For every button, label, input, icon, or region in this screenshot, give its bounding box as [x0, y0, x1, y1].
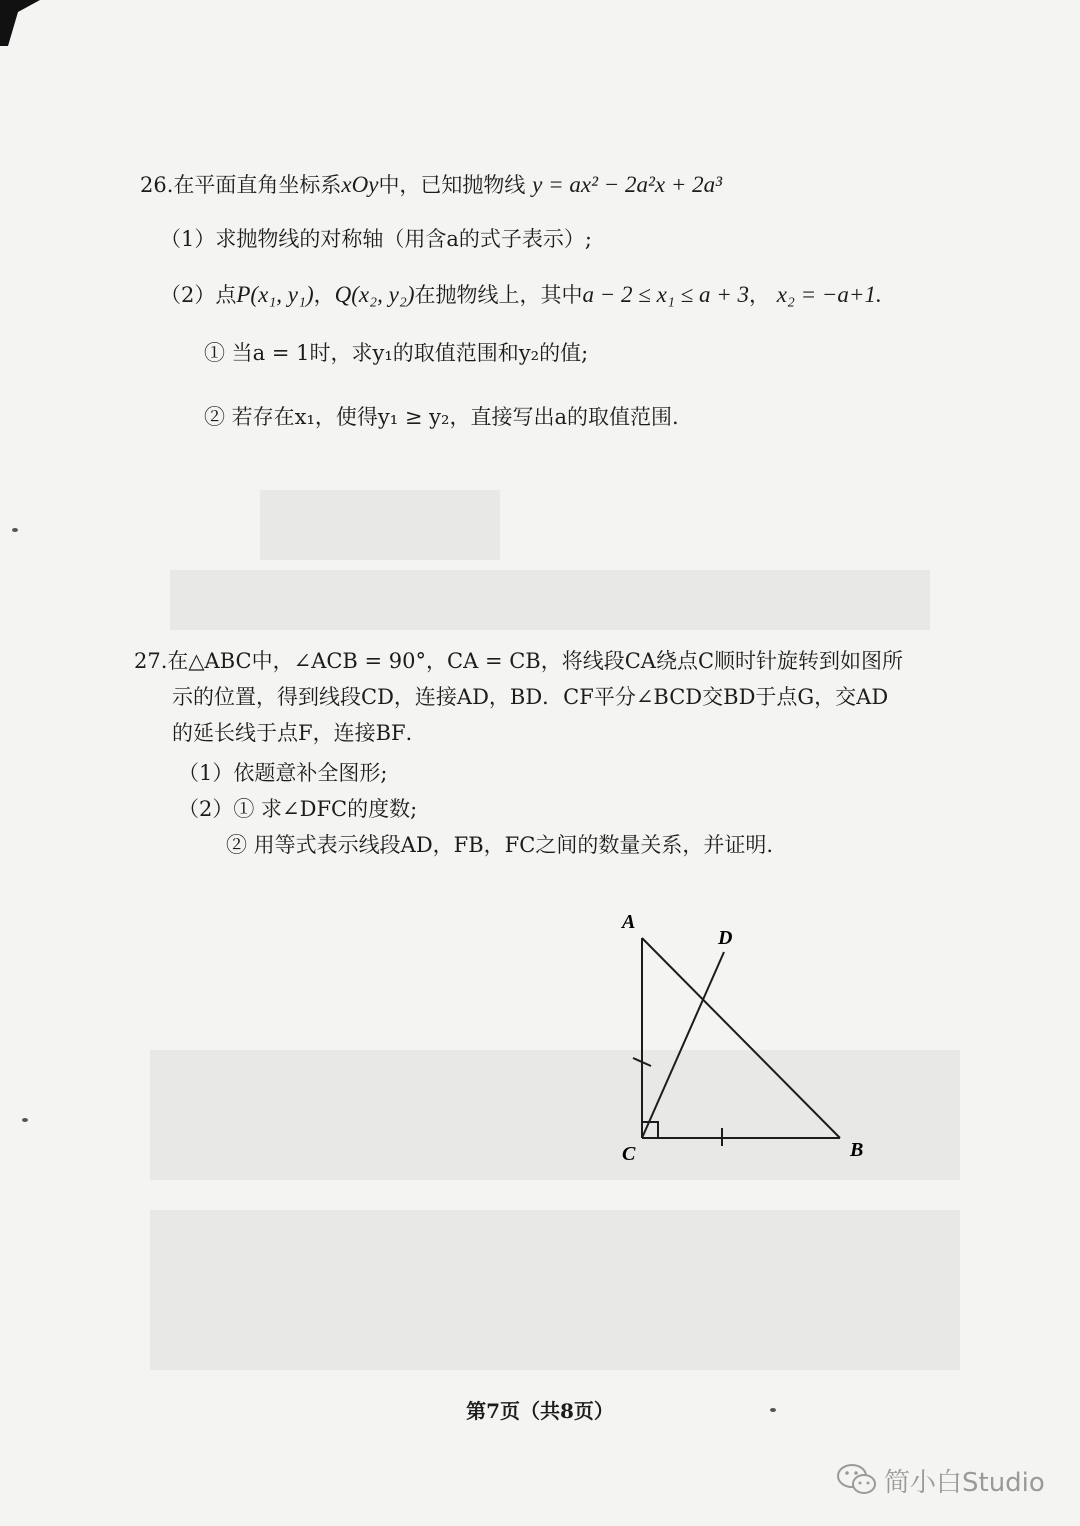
wechat-icon: [836, 1462, 878, 1498]
bleed-through-4: [150, 1210, 960, 1370]
q26-prefix: 26.在平面直角坐标系: [140, 173, 342, 197]
triangle-figure: [590, 900, 890, 1180]
q27-line2: 示的位置，得到线段CD，连接AD，BD．CF平分∠BCD交BD于点G，交AD: [172, 685, 889, 709]
right-angle-mark: [642, 1122, 658, 1138]
stray-mark-1: [12, 528, 18, 532]
label-c: C: [622, 1143, 636, 1165]
segment-ab: [642, 938, 840, 1138]
label-a: A: [622, 911, 636, 933]
q26-sub2: ② 若存在x₁，使得y₁ ≥ y₂，直接写出a的取值范围.: [204, 405, 679, 429]
q27-line3: 的延长线于点F，连接BF．: [172, 721, 427, 745]
q27-part2-sub2: ② 用等式表示线段AD，FB，FC之间的数量关系，并证明.: [226, 833, 773, 857]
q27-part1: （1）依题意补全图形;: [178, 761, 388, 785]
label-d: D: [718, 927, 733, 949]
q26-parabola: y = ax² − 2a²x + 2a³: [532, 172, 722, 197]
stray-mark-2: [22, 1118, 28, 1122]
q26-line1: [140, 170, 722, 200]
q26-part2-prefix: （2）点: [160, 283, 237, 307]
q26-point-q: Q(x₂, y₂): [334, 282, 415, 307]
corner-mark: [0, 0, 40, 46]
q26-part2-mid: 在抛物线上，其中: [414, 283, 583, 307]
q26-part1: （1）求抛物线的对称轴（用含a的式子表示）;: [160, 227, 592, 251]
bleed-through-2: [170, 570, 930, 630]
q27-part2: （2）① 求∠DFC的度数;: [178, 797, 418, 821]
q26-part2: （2）点P(x₁, y₁)，Q(x₂, y₂)在抛物线上，其中a − 2 ≤ x₁ ≤ a + 3， x₂ = −a+1.: [160, 282, 882, 307]
label-b: B: [850, 1139, 864, 1161]
q26-point-p: P(x₁, y₁): [236, 282, 314, 307]
q26-mid: 中，已知抛物线: [378, 173, 526, 197]
q26-condition-2: x₂ = −a+1.: [776, 282, 882, 307]
watermark-text: 简小白Studio: [884, 1468, 1045, 1498]
page-footer: 第7页（共8页）: [466, 1399, 614, 1423]
q26-coord-system: xOy: [341, 172, 379, 197]
q26-sub1: ① 当a = 1时，求y₁的取值范围和y₂的值;: [204, 341, 589, 365]
q27-line1: 27.在△ABC中，∠ACB = 90°，CA = CB，将线段CA绕点C顺时针旋转到如图所: [134, 649, 904, 673]
q26-condition-1: a − 2 ≤ x₁ ≤ a + 3: [582, 282, 749, 307]
bleed-through-1: [260, 490, 500, 560]
watermark: [836, 1460, 1066, 1500]
